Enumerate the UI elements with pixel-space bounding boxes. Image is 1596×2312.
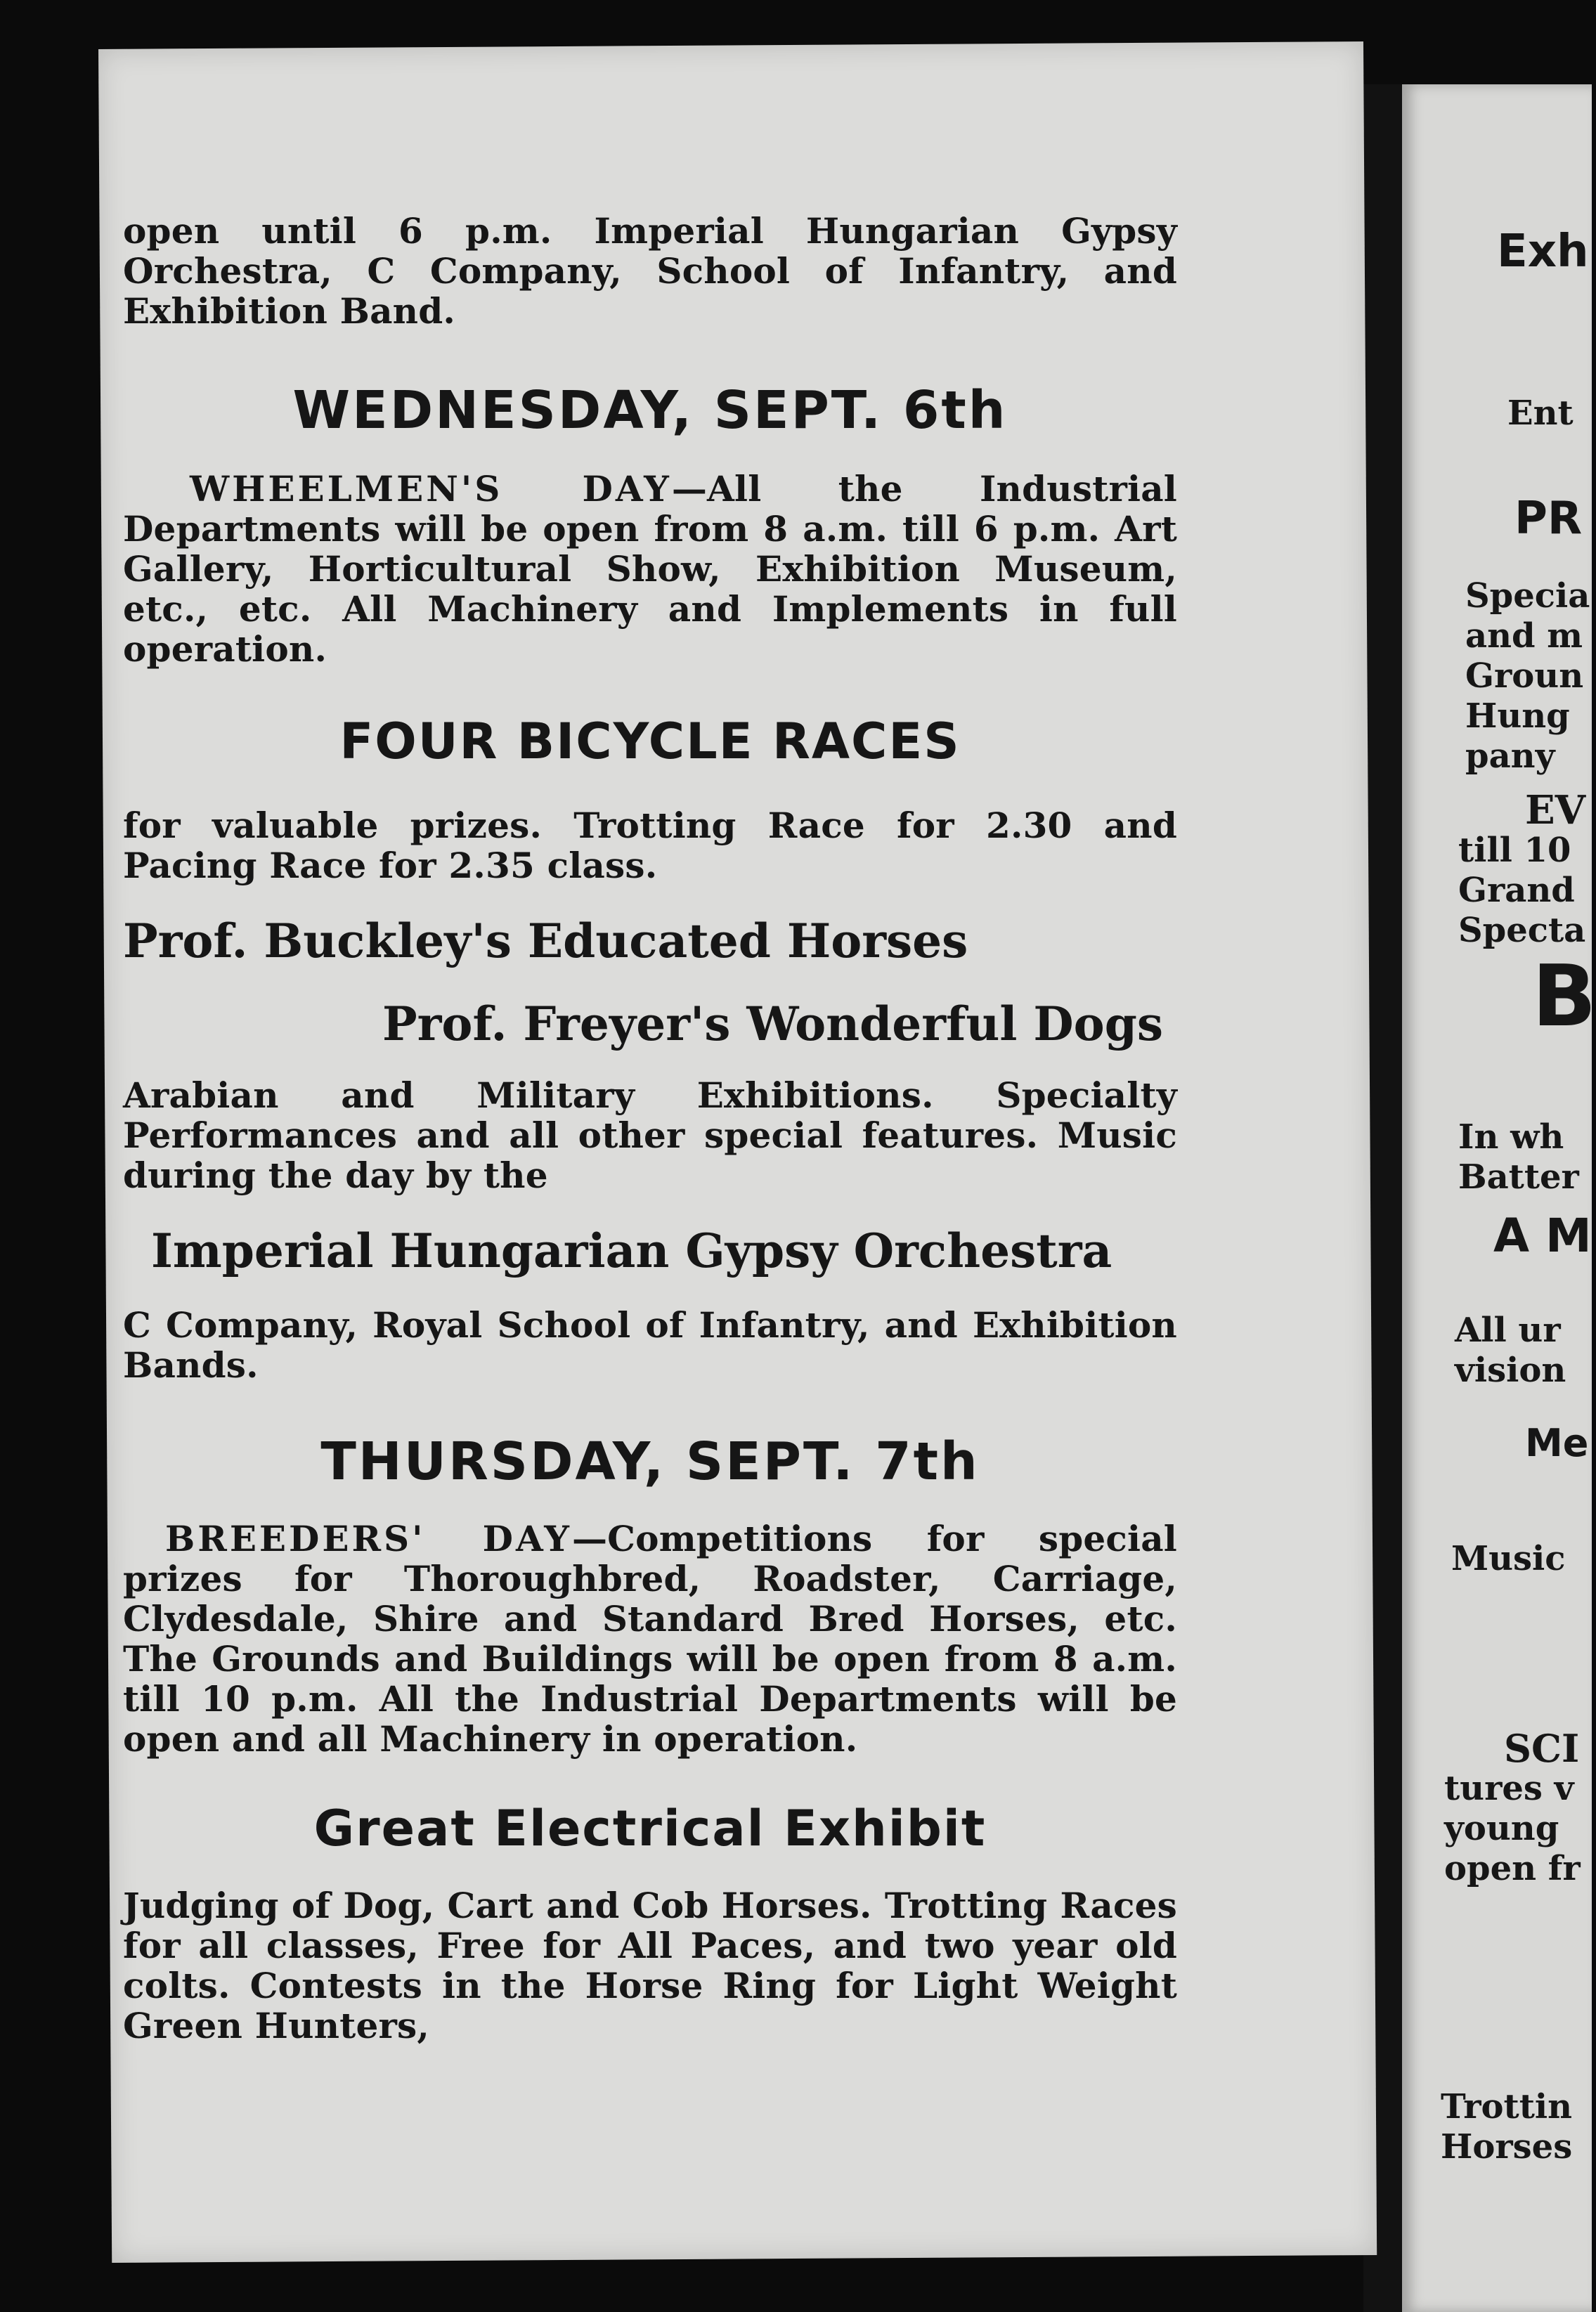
right-fragment: Exh — [1497, 226, 1589, 278]
right-fragment: young — [1444, 1809, 1559, 1848]
right-fragment: Batter — [1458, 1157, 1579, 1197]
right-fragment: Horses — [1441, 2127, 1573, 2167]
right-fragment: and m — [1465, 616, 1583, 656]
right-fragment: Groun — [1465, 656, 1584, 696]
educated-horses-heading: Prof. Buckley's Educated Horses — [123, 914, 968, 968]
right-fragment: Specia — [1465, 576, 1590, 616]
wednesday-body: —All the Industrial Departments will be open from 8 a.m. till 6 p.m. Art Gallery, Horticultural Show, Exhibition Museum, etc., etc. All Machinery and Implements in full operation. — [123, 468, 1177, 670]
right-fragment: B — [1532, 948, 1596, 1046]
right-fragment: EV — [1525, 787, 1586, 833]
wednesday-paragraph — [123, 469, 1177, 669]
right-fragment: PR — [1514, 493, 1583, 545]
right-fragment: open fr — [1444, 1849, 1581, 1888]
bands-paragraph: C Company, Royal School of Infantry, and Exhibition Bands. — [123, 1304, 1177, 1386]
thursday-paragraph — [123, 1519, 1177, 1759]
right-fragment: A M — [1493, 1209, 1592, 1263]
right-fragment: Me — [1525, 1421, 1589, 1465]
right-fragment: vision — [1455, 1351, 1566, 1390]
thursday-lead: BREEDERS' DAY — [165, 1518, 572, 1559]
right-fragment: Ent — [1507, 394, 1574, 433]
thursday-heading: THURSDAY, SEPT. 7th — [320, 1431, 980, 1492]
thursday-body: —Competitions for special prizes for Thoroughbred, Roadster, Carriage, Clydesdale, Shire and Standard Bred Horses, etc. The Grounds and Buildings will be open from 8 a.m. till 10 p.m. All the Industrial Departments will be open and all Machinery in operation. — [123, 1518, 1177, 1760]
right-fragment: SCI — [1504, 1726, 1580, 1771]
electrical-exhibit-heading: Great Electrical Exhibit — [313, 1800, 987, 1857]
right-fragment: till 10 — [1458, 831, 1571, 870]
right-fragment: Music — [1451, 1539, 1566, 1578]
bicycle-races-heading: FOUR BICYCLE RACES — [339, 713, 961, 770]
right-fragment: Hung — [1465, 696, 1570, 736]
right-fragment: All ur — [1455, 1311, 1561, 1350]
left-page-column — [123, 169, 1177, 2046]
right-page — [1402, 84, 1596, 2312]
right-fragment: In wh — [1458, 1117, 1564, 1157]
exhibitions-paragraph: Arabian and Military Exhibitions. Specialty Performances and all other special features. Music during the day by the — [123, 1074, 1177, 1196]
wonderful-dogs-heading: Prof. Freyer's Wonderful Dogs — [382, 996, 1163, 1051]
right-fragment: Grand — [1458, 871, 1575, 910]
wednesday-lead: WHEELMEN'S DAY — [190, 468, 672, 509]
right-fragment: tures v — [1444, 1769, 1574, 1808]
gypsy-orchestra-heading: Imperial Hungarian Gypsy Orchestra — [151, 1223, 1112, 1278]
intro-paragraph: open until 6 p.m. Imperial Hungarian Gypsy Orchestra, C Company, School of Infantry, and Exhibition Band. — [123, 210, 1177, 332]
right-fragment: Specta — [1458, 911, 1586, 950]
right-fragment: pany — [1465, 736, 1555, 776]
bicycle-races-paragraph: for valuable prizes. Trotting Race for 2.30 and Pacing Race for 2.35 class. — [123, 805, 1177, 886]
judging-paragraph: Judging of Dog, Cart and Cob Horses. Trotting Races for all classes, Free for All Paces, and two year old colts. Contests in the Horse Ring for Light Weight Green Hunters, — [123, 1885, 1177, 2046]
wednesday-heading: WEDNESDAY, SEPT. 6th — [292, 380, 1008, 441]
right-fragment: Trottin — [1441, 2087, 1573, 2126]
